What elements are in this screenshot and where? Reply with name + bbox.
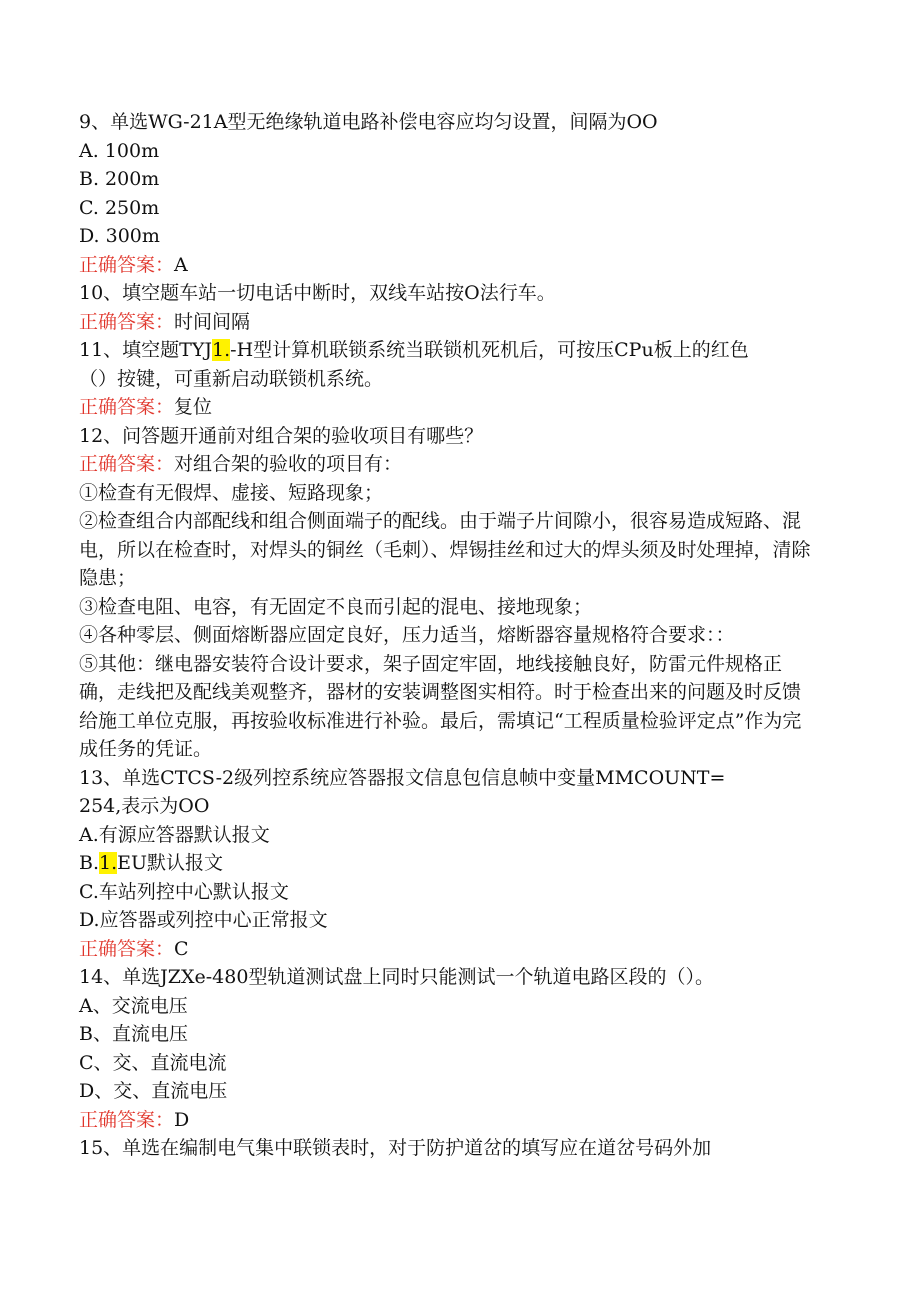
highlight-mark: 1. — [212, 339, 231, 361]
question-11-answer — [79, 393, 839, 422]
question-9-answer — [79, 251, 839, 280]
question-12-item-3: ③检查电阻、电容，有无固定不良而引起的混电、接地现象； — [79, 595, 593, 618]
question-12-item-5: ⑤其他：继电器安装符合设计要求，架子固定牢固，地线接触良好，防雷元件规格正确，走线把及配线美观整齐，器材的安装调整图实相符。时于检查出来的问题及时反馈给施工单位克服，再按验收标准进行补验。最后，需填记“工程质量检验评定点”作为完成任务的凭证。 — [79, 652, 802, 760]
question-13-answer — [79, 935, 839, 964]
answer-label: 正确答案： — [79, 396, 175, 418]
question-14-option-d: D、交、直流电压 — [79, 1080, 228, 1102]
question-13-option-b — [79, 849, 839, 878]
question-9-option-a: A. 100m — [79, 139, 160, 162]
answer-label: 正确答案： — [79, 937, 175, 960]
question-12-stem: 12、问答题开通前对组合架的验收项目有哪些？ — [79, 424, 484, 447]
question-14-option-b: B、直流电压 — [79, 1023, 188, 1045]
question-13-option-a: A.有源应答器默认报文 — [79, 823, 270, 846]
question-11-stem — [79, 336, 839, 365]
answer-value: 复位 — [174, 396, 213, 418]
question-9-option-c: C. 250m — [79, 196, 160, 219]
question-12-answer — [79, 450, 839, 479]
question-9-option-d: D. 300m — [79, 225, 160, 247]
question-14-option-a: A、交流电压 — [79, 994, 188, 1017]
answer-label: 正确答案： — [79, 453, 175, 475]
question-12-item-1: ①检查有无假焊、虚接、短路现象； — [79, 481, 384, 504]
answer-value: 对组合架的验收的项目有： — [174, 453, 403, 475]
question-10-answer — [79, 308, 839, 337]
question-12-item-4: ④各种零层、侧面熔断器应固定良好，压力适当，熔断器容量规格符合要求：： — [79, 624, 735, 646]
question-14-option-c: C、交、直流电流 — [79, 1051, 227, 1074]
question-11-stem-cont: （）按键，可重新启动联锁机系统。 — [79, 367, 384, 390]
answer-value: 时间间隔 — [174, 310, 251, 333]
answer-value: C — [174, 937, 189, 960]
question-15-stem: 15、单选在编制电气集中联锁表时，对于防护道岔的填写应在道岔号码外加 — [79, 1137, 712, 1159]
question-12-item-2: ②检查组合内部配线和组合侧面端子的配线。由于端子片间隙小，很容易造成短路、混电，所以在检查时，对焊头的铜丝（毛刺）、焊锡挂丝和过大的焊头须及时处理掉，清除隐患； — [79, 510, 811, 589]
answer-value: A — [174, 253, 188, 276]
question-13-stem-cont: 254,表示为OO — [79, 795, 210, 817]
answer-label: 正确答案： — [79, 310, 175, 333]
option-prefix: B. — [79, 852, 100, 874]
question-13-option-c: C.车站列控中心默认报文 — [79, 880, 289, 903]
question-14-answer — [79, 1106, 839, 1135]
stem-text: 11、填空题TYJ — [79, 339, 213, 361]
stem-text: -H型计算机联锁系统当联锁机死机后，可按压CPu板上的红色 — [230, 339, 749, 361]
answer-label: 正确答案： — [79, 253, 175, 276]
highlight-mark: 1. — [99, 852, 118, 874]
question-9-option-b: B. 200m — [79, 168, 160, 190]
option-text: EU默认报文 — [117, 852, 224, 874]
question-10-stem: 10、填空题车站一切电话中断时，双线车站按O法行车。 — [79, 282, 556, 304]
question-9-stem: 9、单选WG-21A型无绝缘轨道电路补偿电容应均匀设置，间隔为OO — [79, 111, 658, 133]
answer-label: 正确答案： — [79, 1108, 175, 1131]
answer-value: D — [174, 1108, 190, 1131]
question-13-stem: 13、单选CTCS-2级列控系统应答器报文信息包信息帧中变量MMCOUNT= — [79, 766, 726, 789]
question-list — [79, 108, 839, 1163]
question-14-stem: 14、单选JZXe-480型轨道测试盘上同时只能测试一个轨道电路区段的（）。 — [79, 966, 714, 988]
question-13-option-d: D.应答器或列控中心正常报文 — [79, 909, 328, 931]
